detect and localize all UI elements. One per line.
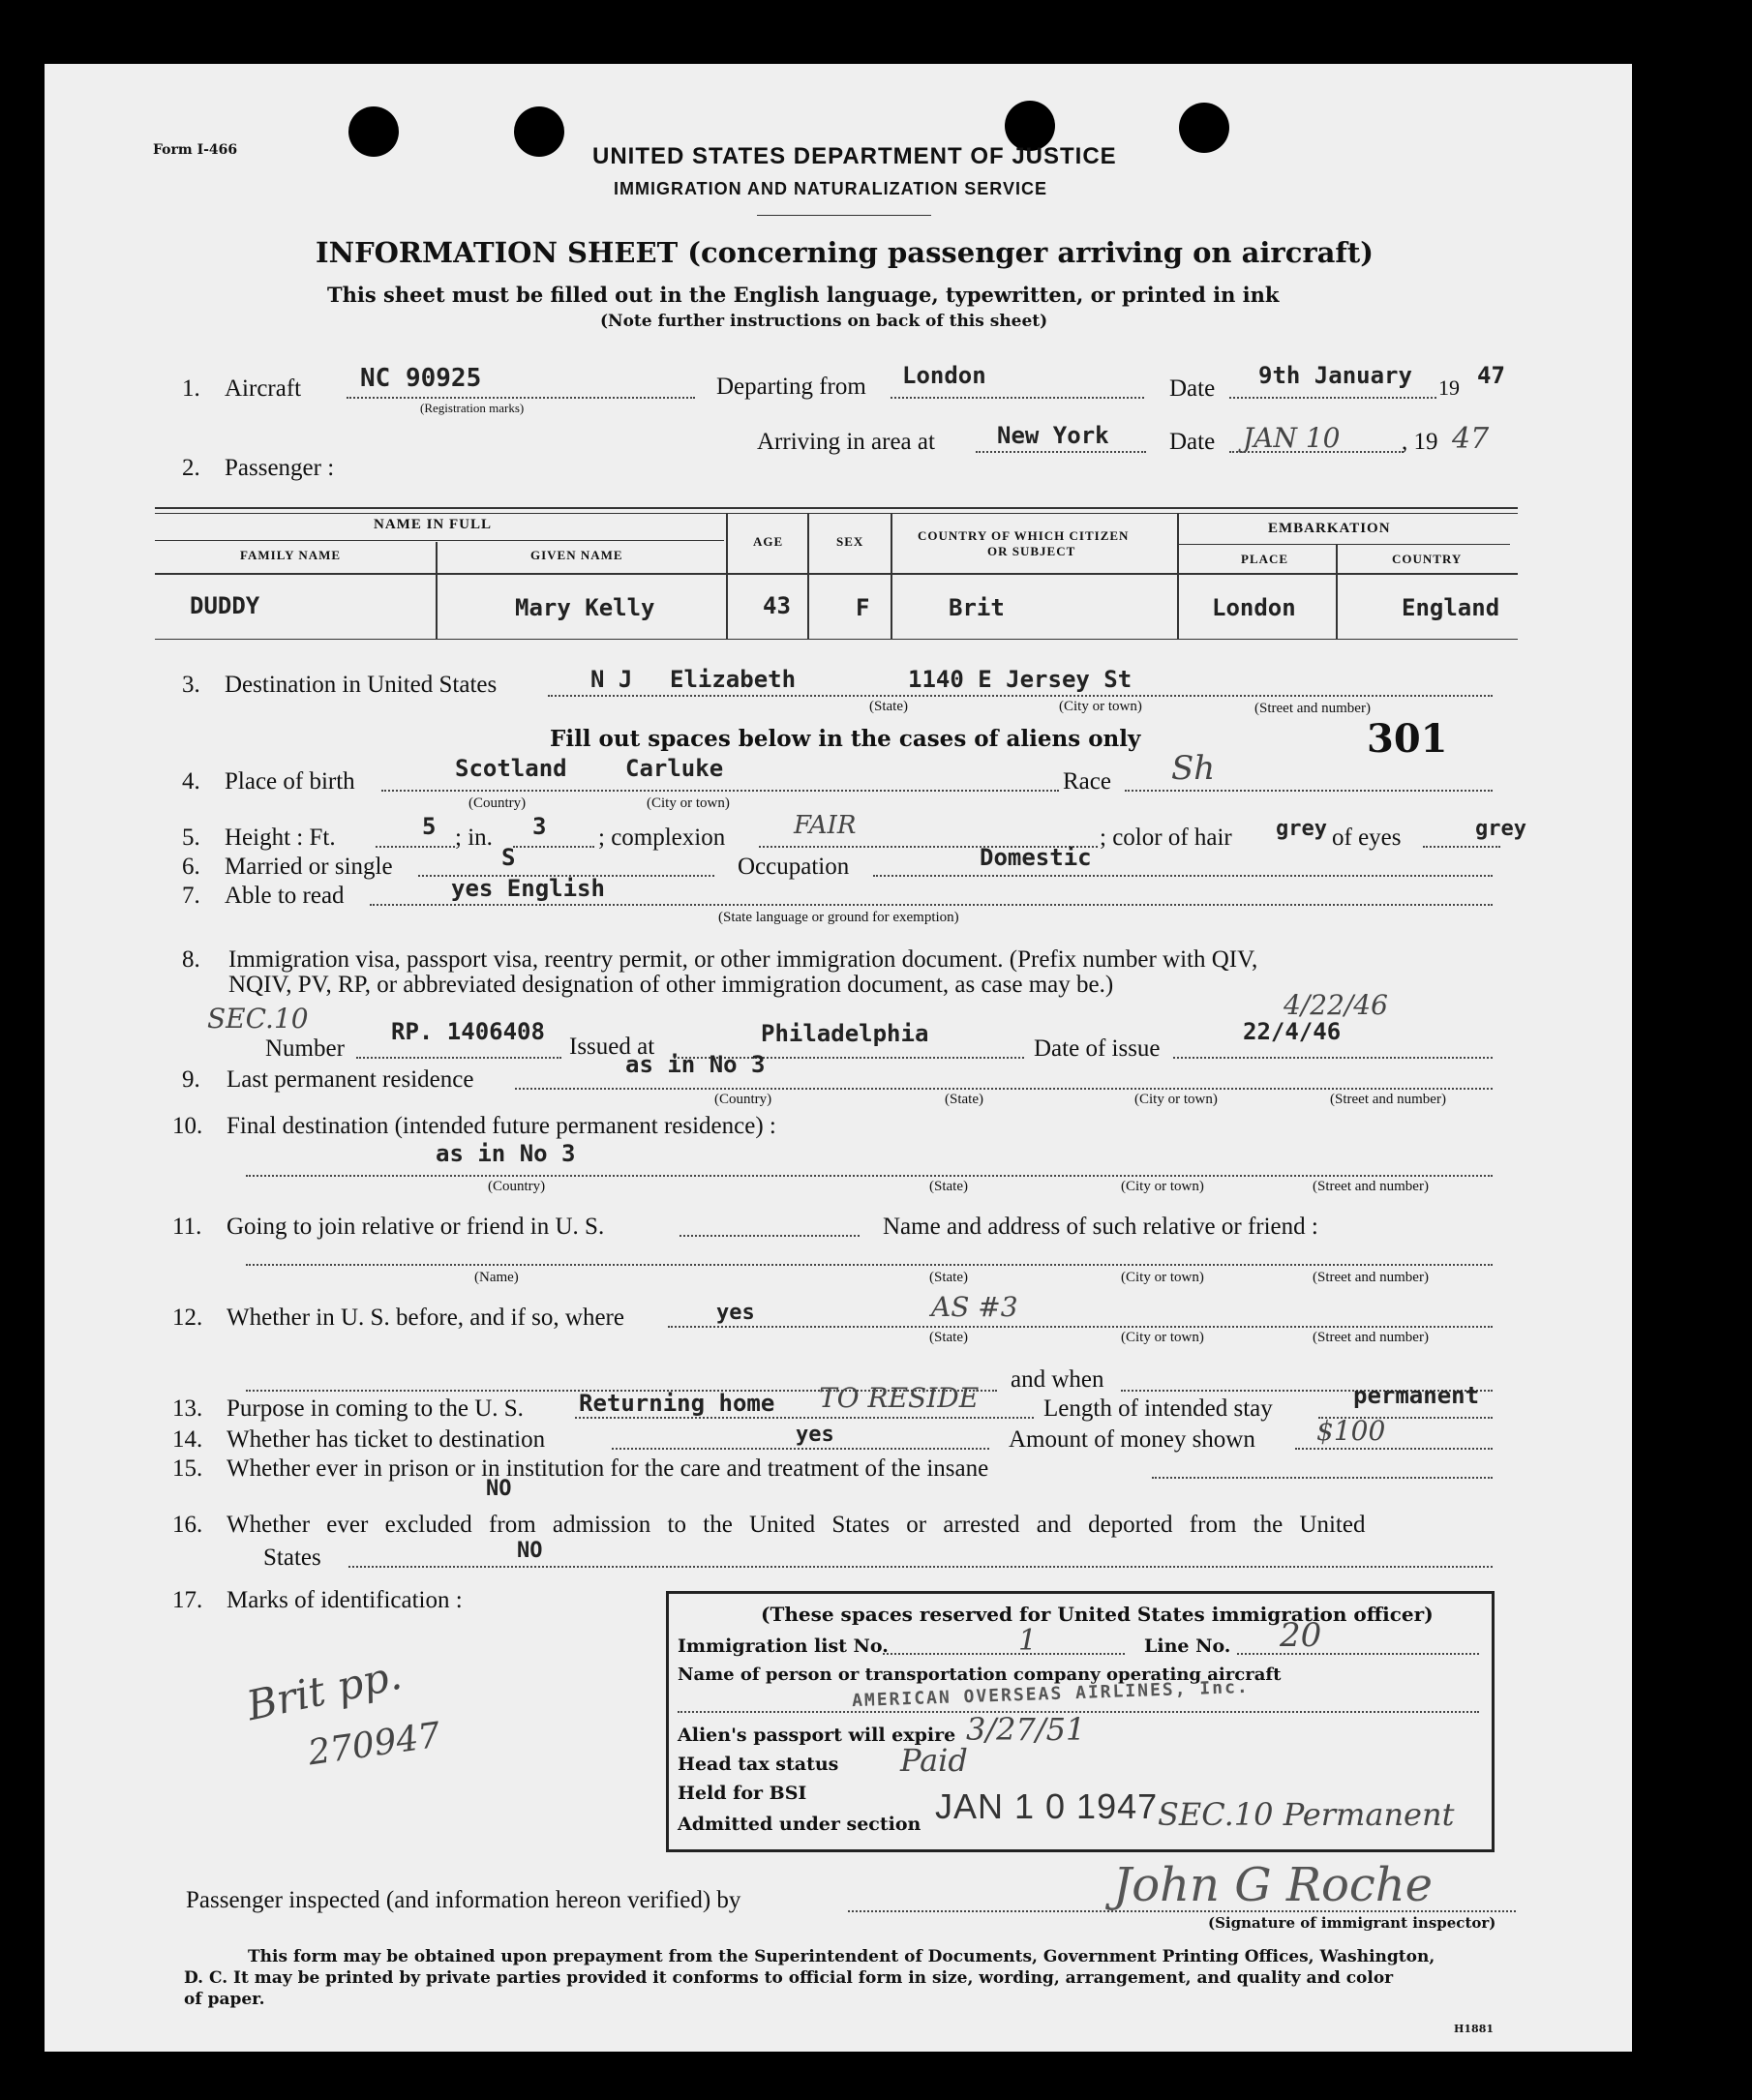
punch-hole-4: [1179, 103, 1229, 153]
identification-label: Marks of identification :: [227, 1587, 463, 1613]
registration-caption: (Registration marks): [420, 401, 525, 415]
final-dest-street-caption: (Street and number): [1313, 1179, 1429, 1194]
visa-number-label: Number: [265, 1035, 345, 1062]
table-col-6: [1336, 544, 1338, 639]
previous-visit-line: [668, 1326, 1493, 1328]
when-label: and when: [1011, 1366, 1104, 1393]
occupation-label: Occupation: [738, 854, 850, 880]
issued-value: Philadelphia: [761, 1020, 929, 1047]
ticket-label: Whether has ticket to destination: [227, 1426, 546, 1453]
immigration-list-value: 1: [1018, 1624, 1038, 1658]
immigration-list-line: [883, 1653, 1125, 1655]
read-line: [370, 904, 1493, 906]
arriving-value: New York: [997, 422, 1109, 449]
company-label: Name of person or transportation company operating aircraft: [678, 1665, 1282, 1685]
aircraft-value: NC 90925: [360, 364, 482, 393]
eyes-label: of eyes: [1332, 825, 1402, 851]
table-header-rule: [155, 573, 1518, 575]
final-destination-label: Final destination (intended future permanent residence) :: [227, 1113, 776, 1139]
table-col-3: [807, 513, 809, 639]
final-destination-line: [246, 1175, 1493, 1177]
bsi-label: Held for BSI: [678, 1783, 807, 1804]
item7-number: 7.: [182, 883, 200, 909]
date-year-value: 47: [1477, 362, 1505, 389]
inspection-label: Passenger inspected (and information hereon verified) by: [186, 1887, 741, 1913]
aircraft-label: Aircraft: [225, 375, 302, 402]
arrival-date-value: JAN 10: [1243, 422, 1341, 454]
departing-line: [891, 397, 1144, 399]
admitted-value: SEC.10 Permanent: [1158, 1796, 1455, 1833]
item5-number: 5.: [182, 825, 200, 851]
eyes-line: [1423, 846, 1500, 848]
complexion-label: ; complexion: [598, 825, 726, 851]
previous-city-caption: (City or town): [1121, 1330, 1204, 1345]
punch-hole-1: [348, 106, 399, 157]
company-value: AMERICAN OVERSEAS AIRLINES, Inc.: [851, 1676, 1251, 1712]
arriving-label: Arriving in area at: [757, 429, 935, 455]
country-header: COUNTRY: [1392, 552, 1463, 566]
race-line: [1125, 790, 1493, 792]
destination-state-value: N J: [590, 666, 633, 693]
item2-number: 2.: [182, 455, 200, 481]
height-in-value: 3: [532, 813, 547, 840]
birthplace-label: Place of birth: [225, 768, 355, 795]
item10-number: 10.: [172, 1113, 203, 1139]
item8-number: 8.: [182, 946, 200, 973]
last-res-country-caption: (Country): [714, 1092, 772, 1107]
age-header: AGE: [753, 534, 784, 549]
item17-number: 17.: [172, 1587, 203, 1613]
birth-country-caption: (Country): [468, 795, 527, 811]
line-no-line: [1237, 1653, 1479, 1655]
final-dest-state-caption: (State): [929, 1179, 968, 1194]
item3-number: 3.: [182, 672, 200, 698]
footer-line-3: of paper.: [184, 1990, 265, 2009]
visa-number-value: RP. 1406408: [391, 1018, 545, 1045]
excluded-value: NO: [517, 1539, 543, 1563]
issue-date-value: 22/4/46: [1243, 1018, 1342, 1045]
date-line: [1229, 397, 1436, 399]
purpose-handwritten: TO RESIDE: [819, 1382, 980, 1414]
departing-label: Departing from: [716, 374, 866, 400]
arrival-date-label: Date: [1169, 429, 1216, 455]
read-value: yes English: [451, 875, 605, 902]
item6-number: 6.: [182, 854, 200, 880]
family-name-header: FAMILY NAME: [240, 548, 342, 562]
table-col-1: [436, 542, 438, 639]
last-res-street-caption: (Street and number): [1330, 1092, 1446, 1107]
arrival-year-value: 47: [1452, 422, 1490, 456]
stamp-number: 301: [1367, 716, 1448, 762]
item16-number: 16.: [172, 1512, 203, 1538]
last-res-city-caption: (City or town): [1134, 1092, 1218, 1107]
race-value: Sh: [1171, 749, 1216, 788]
issue-date-handwritten: 4/22/46: [1284, 989, 1388, 1021]
given-name-value: Mary Kelly: [515, 594, 655, 621]
read-label: Able to read: [225, 883, 345, 909]
previous-state-caption: (State): [929, 1330, 968, 1345]
purpose-line: [575, 1417, 1034, 1419]
relative-address-line: [246, 1264, 1493, 1266]
department-heading: UNITED STATES DEPARTMENT OF JUSTICE: [592, 143, 1117, 169]
destination-label: Destination in United States: [225, 672, 498, 698]
place-header: PLACE: [1241, 552, 1289, 566]
birth-city-value: Carluke: [625, 755, 724, 782]
date-year-prefix: 19: [1438, 375, 1460, 400]
citizen-value: Brit: [949, 594, 1005, 621]
occupation-line: [873, 875, 1493, 877]
money-value: $100: [1316, 1415, 1386, 1447]
sec-note: SEC.10: [207, 1003, 309, 1035]
table-bottom-rule: [155, 639, 1518, 640]
destination-state-caption: (State): [869, 699, 908, 714]
identification-hand-1: Brit pp.: [242, 1650, 407, 1730]
form-note: (Note further instructions on back of this sheet): [600, 312, 1048, 331]
inspector-signature: John G Roche: [1113, 1858, 1434, 1912]
name-subheader-rule: [155, 540, 724, 541]
relative-name-caption: (Name): [474, 1270, 519, 1285]
header-rule: [757, 215, 931, 216]
item15-number: 15.: [172, 1455, 203, 1482]
destination-street-value: 1140 E Jersey St: [908, 666, 1133, 693]
embark-place-value: London: [1212, 594, 1296, 621]
arrival-year-prefix: , 19: [1402, 429, 1438, 455]
last-residence-label: Last permanent residence: [227, 1066, 474, 1093]
table-col-4: [891, 513, 892, 639]
height-ft-value: 5: [422, 813, 437, 840]
stay-label: Length of intended stay: [1043, 1395, 1273, 1422]
prison-line: [1152, 1477, 1493, 1479]
officer-box-title: (These spaces reserved for United States immigration officer): [761, 1603, 1434, 1626]
given-name-header: GIVEN NAME: [530, 548, 623, 562]
sex-value: F: [856, 594, 870, 621]
form-number: Form I-466: [153, 142, 238, 158]
last-residence-value: as in No 3: [625, 1051, 766, 1078]
table-top-rule-2: [155, 513, 1518, 514]
head-tax-label: Head tax status: [678, 1754, 839, 1775]
purpose-label: Purpose in coming to the U. S.: [227, 1395, 524, 1422]
relative-state-caption: (State): [929, 1270, 968, 1285]
aircraft-line: [347, 397, 695, 399]
birthplace-line: [381, 790, 1059, 792]
relative-street-caption: (Street and number): [1313, 1270, 1429, 1285]
embark-country-value: England: [1402, 594, 1500, 621]
head-tax-value: Paid: [900, 1742, 968, 1779]
footer-line-2: D. C. It may be printed by private parties provided it conforms to official form in size, wording, arrangement, and quality and color: [184, 1968, 1394, 1988]
visa-text-line2: NQIV, PV, RP, or abbreviated designation of other immigration document, as case may be.): [228, 972, 1114, 998]
excluded-line: [348, 1566, 1493, 1568]
previous-visit-label: Whether in U. S. before, and if so, where: [227, 1305, 624, 1331]
eyes-value: grey: [1475, 817, 1526, 841]
birth-country-value: Scotland: [455, 755, 567, 782]
embark-subheader-rule: [1177, 544, 1510, 545]
footer-code: H1881: [1454, 2023, 1495, 2035]
table-col-5: [1177, 513, 1179, 639]
item4-number: 4.: [182, 768, 200, 795]
item1-number: 1.: [182, 375, 200, 402]
passenger-label: Passenger :: [225, 455, 335, 481]
destination-city-value: Elizabeth: [670, 666, 797, 693]
service-heading: IMMIGRATION AND NATURALIZATION SERVICE: [614, 179, 1047, 198]
item9-number: 9.: [182, 1066, 200, 1093]
table-col-2: [726, 513, 728, 639]
relative-city-caption: (City or town): [1121, 1270, 1204, 1285]
prison-value: NO: [486, 1477, 512, 1501]
item13-number: 13.: [172, 1395, 203, 1422]
join-relative-label: Going to join relative or friend in U. S.: [227, 1214, 605, 1240]
height-label: Height : Ft.: [225, 825, 336, 851]
complexion-value: FAIR: [794, 811, 857, 840]
destination-street-caption: (Street and number): [1254, 701, 1371, 716]
form-title: INFORMATION SHEET (concerning passenger arriving on aircraft): [316, 236, 1374, 269]
height-in-line: [513, 846, 594, 848]
line-no-value: 20: [1280, 1616, 1322, 1655]
last-residence-line: [515, 1088, 1493, 1090]
visa-number-line: [356, 1057, 561, 1059]
footer-line-1: This form may be obtained upon prepayment from the Superintendent of Documents, Government Printing Offices, Washington,: [248, 1947, 1435, 1966]
excluded-label-2: States: [263, 1545, 321, 1571]
citizen-header-2: OR SUBJECT: [987, 544, 1076, 558]
stay-value: permanent: [1353, 1382, 1480, 1409]
marital-value: S: [501, 844, 516, 871]
identification-hand-2: 270947: [305, 1715, 443, 1774]
hair-value: grey: [1276, 817, 1327, 841]
arrival-date-stamp: JAN 1 0 1947: [935, 1786, 1159, 1826]
issue-date-line: [1173, 1057, 1493, 1059]
signature-caption: (Signature of immigrant inspector): [1208, 1914, 1496, 1932]
read-caption: (State language or ground for exemption): [718, 910, 959, 925]
admitted-label: Admitted under section: [678, 1814, 921, 1835]
prison-label: Whether ever in prison or in institution for the care and treatment of the insane: [227, 1455, 989, 1482]
relative-address-label: Name and address of such relative or friend :: [883, 1214, 1318, 1240]
issue-date-label: Date of issue: [1034, 1035, 1161, 1062]
line-no-label: Line No.: [1144, 1635, 1231, 1657]
birth-city-caption: (City or town): [647, 795, 730, 811]
citizen-header-1: COUNTRY OF WHICH CITIZEN: [918, 528, 1130, 543]
name-in-full-header: NAME IN FULL: [374, 517, 493, 532]
form-subtitle: This sheet must be filled out in the English language, typewritten, or printed in ink: [327, 283, 1280, 307]
visa-text-line1: Immigration visa, passport visa, reentry permit, or other immigration document. (Prefix number with QIV,: [228, 946, 1258, 973]
issued-label: Issued at: [569, 1034, 655, 1060]
occupation-value: Domestic: [980, 844, 1092, 871]
item11-number: 11.: [172, 1214, 202, 1240]
immigration-list-label: Immigration list No.: [678, 1635, 889, 1657]
item12-number: 12.: [172, 1305, 203, 1331]
final-dest-city-caption: (City or town): [1121, 1179, 1204, 1194]
marital-label: Married or single: [225, 854, 393, 880]
table-top-rule: [155, 507, 1518, 509]
purpose-value: Returning home: [579, 1390, 775, 1417]
item14-number: 14.: [172, 1426, 203, 1453]
destination-line: [548, 695, 1493, 697]
date-label: Date: [1169, 375, 1216, 402]
passport-expiry-value: 3/27/51: [966, 1711, 1086, 1748]
previous-visit-value: yes: [716, 1301, 755, 1325]
arriving-line: [976, 451, 1146, 453]
age-value: 43: [763, 592, 791, 619]
excluded-label: Whether ever excluded from admission to the United States or arrested and deported from the United: [227, 1512, 1366, 1538]
money-label: Amount of money shown: [1009, 1426, 1255, 1453]
passport-expiry-label: Alien's passport will expire: [678, 1725, 956, 1746]
punch-hole-2: [514, 106, 564, 157]
departing-value: London: [902, 362, 986, 389]
race-label: Race: [1063, 768, 1111, 795]
destination-city-caption: (City or town): [1059, 699, 1142, 714]
ticket-value: yes: [796, 1423, 834, 1447]
aliens-note: Fill out spaces below in the cases of aliens only: [550, 726, 1141, 752]
money-line: [1295, 1448, 1493, 1450]
previous-visit-handwritten: AS #3: [931, 1291, 1018, 1323]
family-name-value: DUDDY: [190, 592, 260, 619]
hair-label: ; color of hair: [1100, 825, 1232, 851]
ticket-line: [612, 1448, 989, 1450]
sex-header: SEX: [836, 534, 864, 549]
final-destination-value: as in No 3: [436, 1140, 576, 1167]
embarkation-header: EMBARKATION: [1268, 521, 1391, 536]
final-dest-country-caption: (Country): [488, 1179, 546, 1194]
join-relative-line: [680, 1235, 860, 1237]
height-in-label: ; in.: [455, 825, 493, 851]
last-res-state-caption: (State): [945, 1092, 983, 1107]
height-ft-line: [376, 846, 455, 848]
date-value: 9th January: [1258, 362, 1412, 389]
previous-street-caption: (Street and number): [1313, 1330, 1429, 1345]
